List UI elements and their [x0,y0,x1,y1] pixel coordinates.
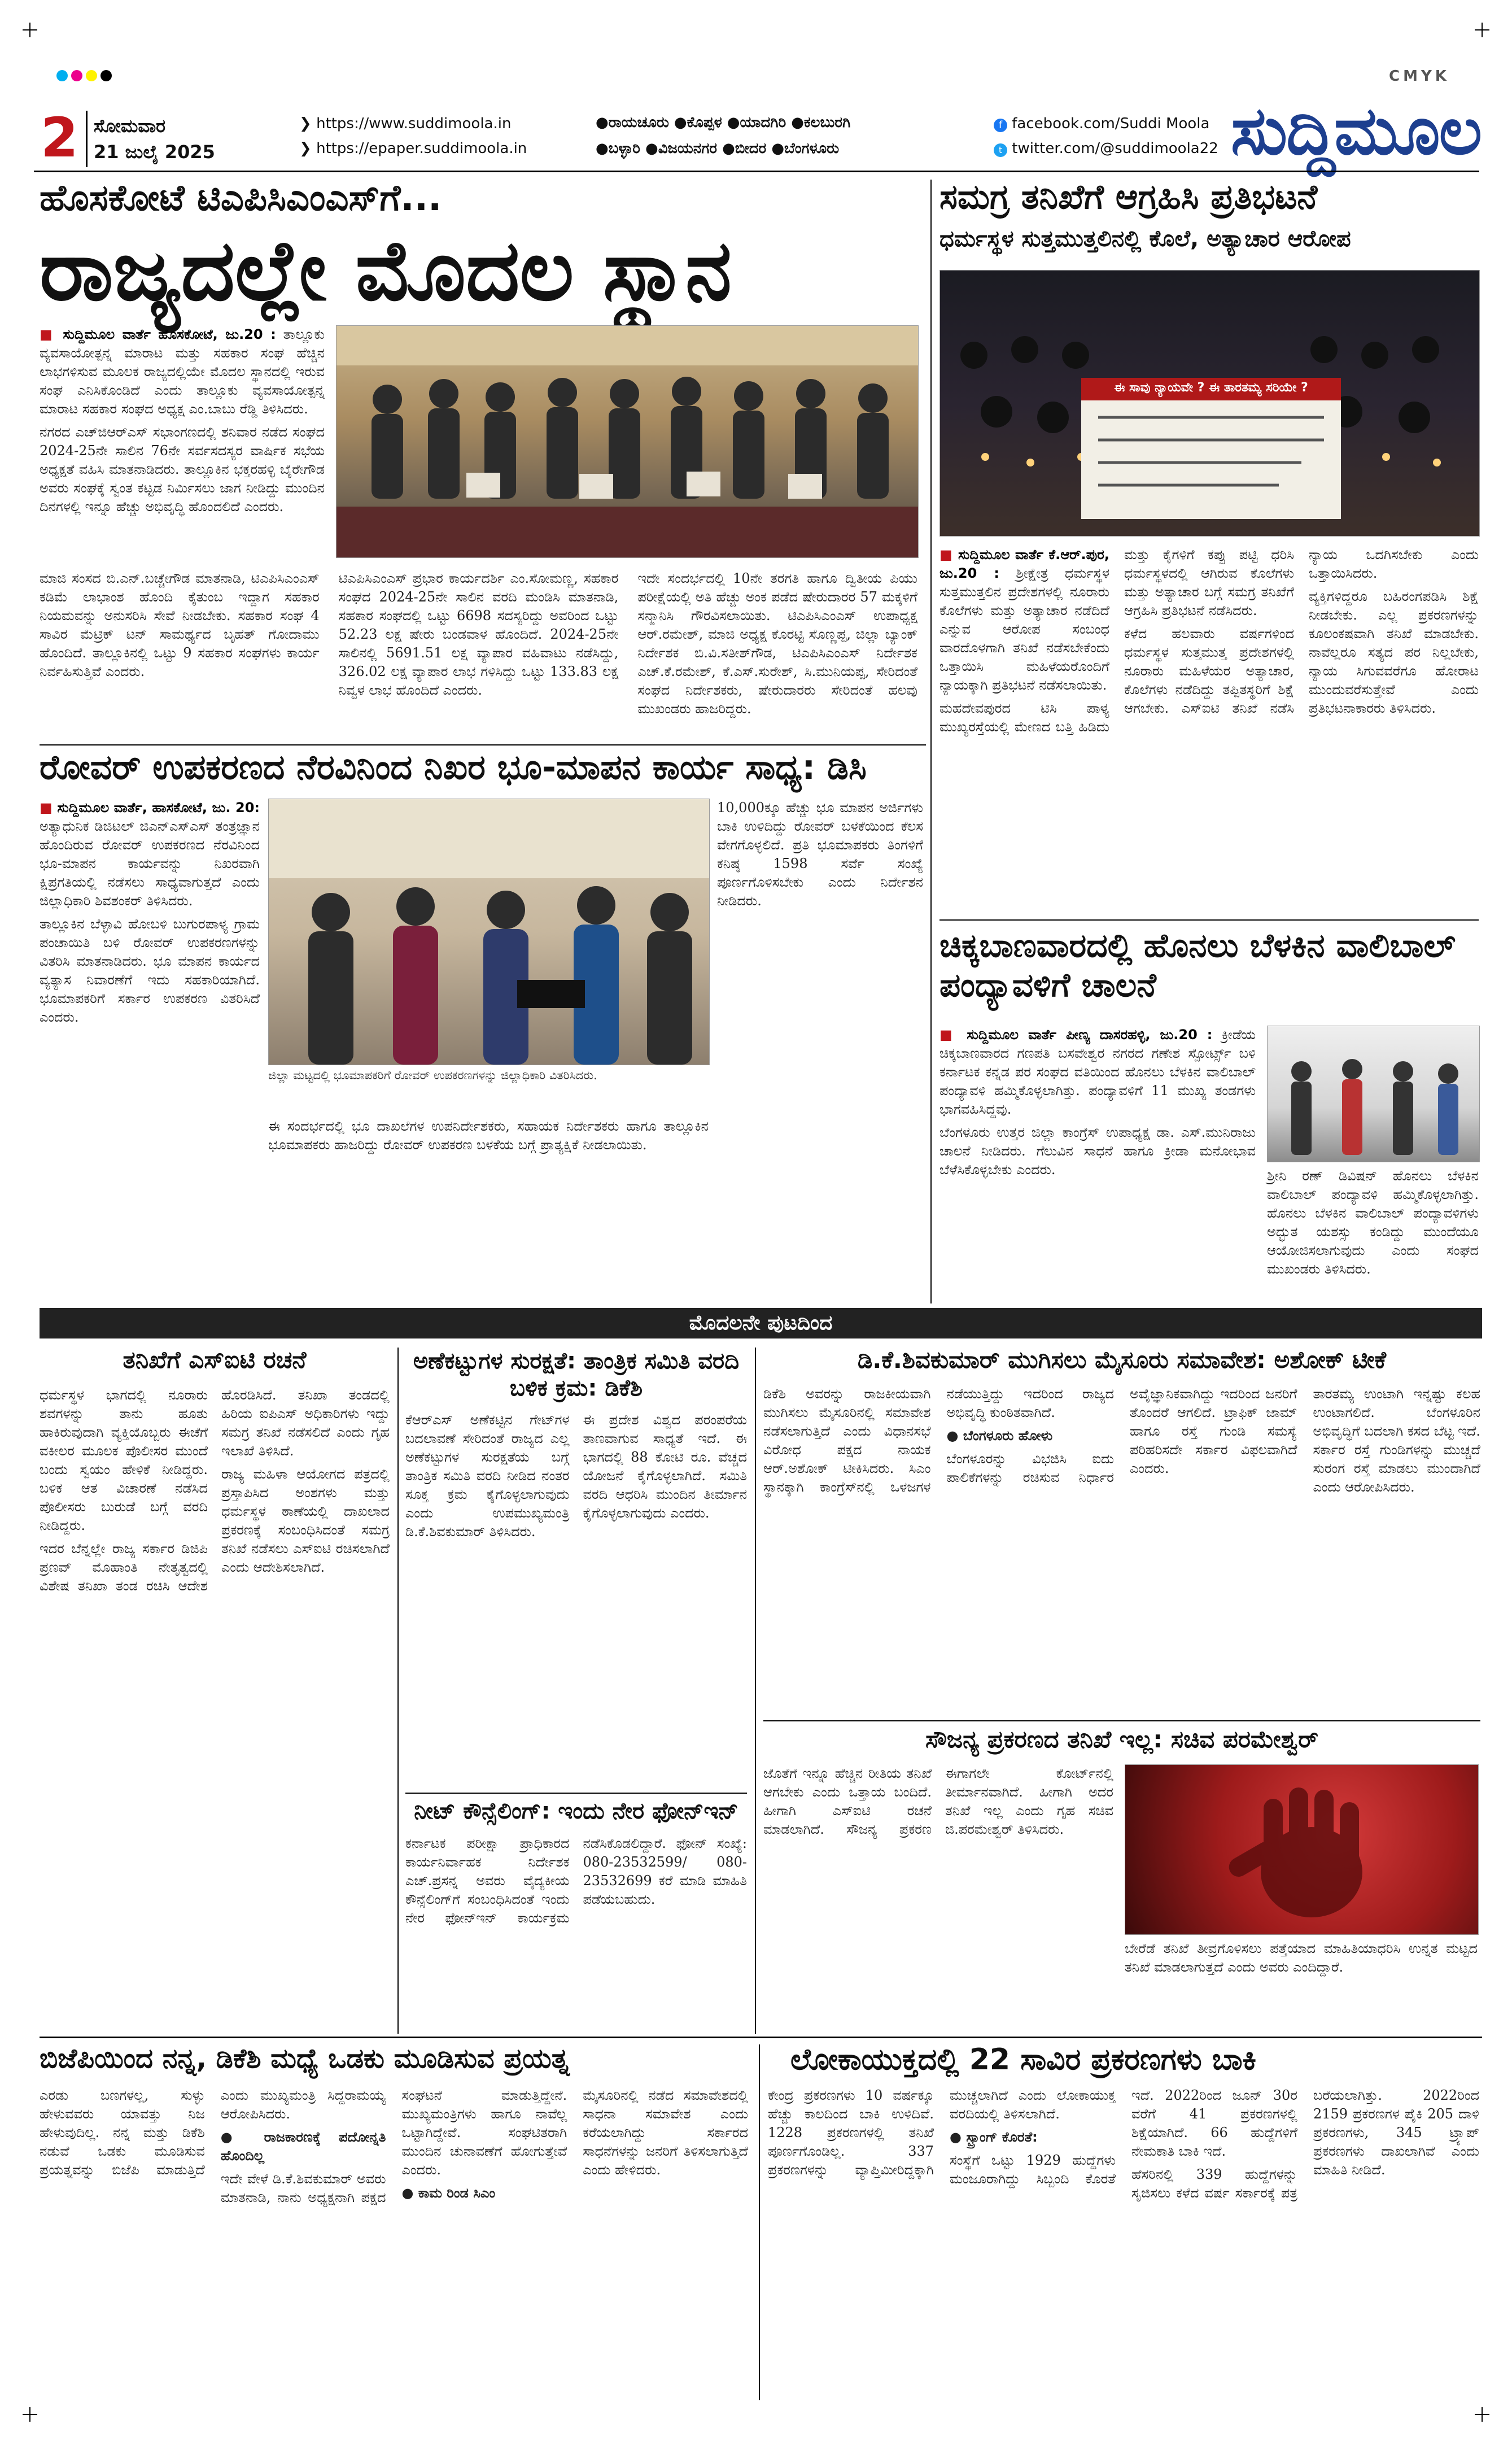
color-dots [56,70,112,84]
article-paragraph: ತಾಲ್ಲೂಕಿನ ಬೆಳ್ಳಾವಿ ಹೋಬಳಿ ಬುಗುರಪಾಳ್ಯ ಗ್ರಾಮ ಪಂಚಾಯಿತಿ ಬಳಿ ರೋವರ್ ಉಪಕರಣಗಳನ್ನು ವಿತರಿಸಿ ಮಾತನಾಡಿದರು. ಭೂ ಮಾಪನ ಕಾರ್ಯದ ವ್ಯತ್ಯಾಸ ನಿವಾರಣೆಗೆ ಇದು ಸಹಕಾರಿಯಾಗಿದೆ. ಭೂಮಾಪಕರಿಗೆ ಸರ್ಕಾರ ಉಪಕರಣ ವಿತರಿಸಿದೆ ಎಂದರು. [40,916,260,1025]
article-subhead: ಧರ್ಮಸ್ಥಳ ಸುತ್ತಮುತ್ತಲಿನಲ್ಲಿ ಕೊಲೆ, ಅತ್ಯಾಚಾರ ಆರೋಪ [939,226,1351,252]
players-silhouettes [1268,1026,1479,1162]
article-paragraph: ಕರ್ನಾಟಕ ಪರೀಕ್ಷಾ ಪ್ರಾಧಿಕಾರದ ಕಾರ್ಯನಿರ್ವಾಹಕ ನಿರ್ದೇಶಕ ಎಚ್.ಪ್ರಸನ್ನ ಅವರು ವೈದ್ಯಕೀಯ ಕೌನ್ಸೆಲಿಂಗ್‌ಗೆ ಸಂಬಂಧಿಸಿದಂತೆ ಇಂದು ನೇರ ಫೋನ್‌ಇನ್ ಕಾರ್ಯಕ್ರಮ ನಡೆಸಿಕೊಡಲಿದ್ದಾರೆ. ಫೋನ್ ಸಂಖ್ಯೆ: 080-23532599/ 080-23532699 ಕರೆ ಮಾಡಿ ಮಾಹಿತಿ ಪಡೆಯಬಹುದು. [405,1835,747,1926]
article-rover [40,750,926,1303]
header-divider [86,111,88,167]
article-kicker: ಸಮಗ್ರ ತನಿಖೆಗೆ ಆಗ್ರಹಿಸಿ ಪ್ರತಿಭಟನೆ [939,180,1318,217]
article-headline: ರೋವರ್ ಉಪಕರಣದ ನೆರವಿನಿಂದ ನಿಖರ ಭೂ-ಮಾಪನ ಕಾರ್ಯ ಸಾಧ್ಯ: ಡಿಸಿ [40,750,867,787]
facebook-link[interactable]: f facebook.com/Suddi Moola [994,115,1209,132]
article-headline: ಲೋಕಾಯುಕ್ತದಲ್ಲಿ 22 ಸಾವಿರ ಪ್ರಕರಣಗಳು ಬಾಕಿ [790,2044,1256,2077]
article-paragraph: ಜೊತೆಗೆ ಇನ್ನೂ ಹೆಚ್ಚಿನ ರೀತಿಯ ತನಿಖೆ ಆಗಬೇಕು ಎಂದು ಒತ್ತಾಯ ಬಂದಿದೆ. ಹೀಗಾಗಿ ಎಸ್‌ಐಟಿ ರಚನೆ ಮಾಡಲಾಗಿದೆ. ಸೌಜನ್ಯ ಪ್ರಕರಣ ಈಗಾಗಲೇ ಕೋರ್ಟ್‌ನಲ್ಲಿ ತೀರ್ಮಾನವಾಗಿದೆ. ಹೀಗಾಗಿ ಅದರ ತನಿಖೆ ಇಲ್ಲ ಎಂದು ಗೃಹ ಸಚಿವ ಜಿ.ಪರಮೇಶ್ವರ್ ತಿಳಿಸಿದರು. [763,1765,1113,1837]
article-paragraph: ಬೇರೆಡೆ ತನಿಖೆ ತೀವ್ರಗೊಳಿಸಲು ಪತ್ತೆಯಾದ ಮಾಹಿತಿಯಾಧರಿಸಿ ಉನ್ನತ ಮಟ್ಟದ ತನಿಖೆ ಮಾಡಲಾಗುತ್ತದೆ ಎಂದು ಅವರು ಎಂದಿದ್ದಾರೆ. [1125,1941,1478,1975]
article-soujanya [763,1727,1480,2032]
article-paragraph: ಇದೇ ಸಂದರ್ಭದಲ್ಲಿ 10ನೇ ತರಗತಿ ಹಾಗೂ ದ್ವಿತೀಯ ಪಿಯು ಪರೀಕ್ಷೆಯಲ್ಲಿ ಅತಿ ಹೆಚ್ಚು ಅಂಕ ಪಡೆದ ಷೇರುದಾರರ 57 ಮಕ್ಕಳಿಗೆ ಸನ್ಮಾನಿಸಿ ಗೌರವಿಸಲಾಯಿತು. ಟಿಎಪಿಸಿಎಂಎಸ್ ಉಪಾಧ್ಯಕ್ಷ ಆರ್.ರಮೇಶ್, ಮಾಜಿ ಅಧ್ಯಕ್ಷ ಕೊರಟ್ಟಿ ಸೊಣ್ಣಪ್ಪ, ಜಿಲ್ಲಾ ಬ್ಯಾಂಕ್ ನಿರ್ದೇಶಕ ಬಿ.ವಿ.ಸತೀಶ್‌ಗೌಡ, ಟಿಎಪಿಸಿಎಂಎಸ್ ನಿರ್ದೇಶಕ ಎಚ್.ಕೆ.ರಮೇಶ್, ಕೆ.ಎಸ್.ಸುರೇಶ್, ಸಿ.ಮುನಿಯಪ್ಪ, ಸೇರಿದಂತೆ ಸಂಘದ ನಿರ್ದೇಶಕರು, ಷೇರುದಾರರು ಸೇರಿದಂತೆ ಹಲವು ಮುಖಂಡರು ಹಾಜರಿದ್ದರು. [637,570,917,717]
page-number: 2 [41,106,78,169]
photo-caption: ಜಿಲ್ಲಾ ಮಟ್ಟದಲ್ಲಿ ಭೂಮಾಪಕರಿಗೆ ರೋವರ್ ಉಪಕರಣಗಳನ್ನು ಜಿಲ್ಲಾಧಿಕಾರಿ ವಿತರಿಸಿದರು. [268,1069,597,1082]
article-kicker: ಹೊಸಕೋಟೆ ಟಿಎಪಿಸಿಎಂಎಸ್‌ಗೆ... [40,180,442,219]
facebook-icon: f [994,119,1007,132]
column-divider [759,2044,760,2400]
chevron-right-icon: ❯ [299,140,317,157]
article-paragraph: ಇದೇ ವೇಳೆ ಡಿ.ಕೆ.ಶಿವಕುಮಾರ್ ಅವರು ಮಾತನಾಡಿ, ನಾನು ಅಧ್ಯಕ್ಷನಾಗಿ ಪಕ್ಷದ ಸಂಘಟನೆ ಮಾಡುತ್ತಿದ್ದೇನೆ. ಮುಖ್ಯಮಂತ್ರಿಗಳು ಹಾಗೂ ನಾವೆಲ್ಲ ಒಟ್ಟಾಗಿದ್ದೇವೆ. ಸಂಘಟಿತರಾಗಿ ಮುಂದಿನ ಚುನಾವಣೆಗೆ ಹೋಗುತ್ತೇವೆ ಎಂದರು. [220,2087,567,2205]
article-paragraph: ಬೆಂಗಳೂರು ಉತ್ತರ ಜಿಲ್ಲಾ ಕಾಂಗ್ರೆಸ್ ಉಪಾಧ್ಯಕ್ಷ ಡಾ. ಎಸ್.ಮುನಿರಾಜು ಚಾಲನೆ ನೀಡಿದರು. ಗೆಲುವಿನ ಸಾಧನೆ ಹಾಗೂ ಕ್ರೀಡಾ ಮನೋಭಾವ ಬೆಳೆಸಿಕೊಳ್ಳಬೇಕು ಎಂದರು. [939,1124,1256,1178]
article-headline: ಸೌಜನ್ಯ ಪ್ರಕರಣದ ತನಿಖೆ ಇಲ್ಲ: ಸಚಿವ ಪರಮೇಶ್ವರ್ [925,1727,1319,1753]
header-rule [34,171,1479,172]
column-divider [930,180,932,1303]
registration-mark [1475,2407,1489,2422]
article-cm [40,2044,751,2400]
article-paragraph: ತಾಲ್ಲೂಕು ವ್ಯವಸಾಯೋತ್ಪನ್ನ ಮಾರಾಟ ಮತ್ತು ಸಹಕಾರ ಸಂಘ ಹೆಚ್ಚಿನ ಲಾಭಗಳಿಸುವ ಮೂಲಕ ರಾಜ್ಯದಲ್ಲಿಯೇ ಮೊದಲ ಸ್ಥಾನದಲ್ಲಿ ಇರುವ ಸಂಘ ಎನಿಸಿಕೊಂಡಿದೆ ಎಂದು ತಾಲ್ಲೂಕು ವ್ಯವಸಾಯೋತ್ಪನ್ನ ಮಾರಾಟ ಸಹಕಾರ ಸಂಘದ ಅಧ್ಯಕ್ಷ ಎಂ.ಬಾಬು ರೆಡ್ಡಿ ತಿಳಿಸಿದರು. [40,326,325,417]
article-headline: ತನಿಖೆಗೆ ಎಸ್‌ಐಟಿ ರಚನೆ [123,1348,307,1374]
masthead-logo: ಸುದ್ದಿಮೂಲ [1231,91,1482,169]
article-paragraph: ರಾಜ್ಯ ಮಹಿಳಾ ಆಯೋಗದ ಪತ್ರದಲ್ಲಿ ಪ್ರಸ್ತಾಪಿಸಿದ ಅಂಶಗಳು ಮತ್ತು ಧರ್ಮಸ್ಥಳ ಠಾಣೆಯಲ್ಲಿ ದಾಖಲಾದ ಪ್ರಕರಣಕ್ಕೆ ಸಂಬಂಧಿಸಿದಂತೆ ಸಮಗ್ರ ತನಿಖೆ ನಡೆಸಲು ಎಸ್‌ಐಟಿ ರಚಿಸಲಾಗಿದೆ ಎಂದು ಆದೇಶಿಸಲಾಗಿದೆ. [221,1466,390,1575]
twitter-link[interactable]: t twitter.com/@suddimoola22 [994,140,1218,157]
article-volleyball [939,926,1482,1305]
article-paragraph: ಎರಡು ಬಣಗಳಲ್ಲ, ಸುಳ್ಳು ಹೇಳುವವರು ಯಾವತ್ತು ನಿಜ ಹೇಳುವುದಿಲ್ಲ. ನನ್ನ ಮತ್ತು ಡಿಕೆಶಿ ನಡುವೆ ಒಡಕು ಮೂಡಿಸುವ ಪ್ರಯತ್ನವನ್ನು ಬಿಜೆಪಿ ಮಾಡುತ್ತಿದೆ ಎಂದು ಮುಖ್ಯಮಂತ್ರಿ ಸಿದ್ದರಾಮಯ್ಯ ಆರೋಪಿಸಿದರು. [40,2087,386,2178]
protest-banner-text: ಈ ಸಾವು ನ್ಯಾಯವೇ ? ಈ ತಾರತಮ್ಯ ಸರಿಯೇ ? [1114,381,1308,395]
article-paragraph: ಕ್ರೀಡೆಯ ಚಿಕ್ಕಬಾಣವಾರದ ಗಣಪತಿ ಬಸವೇಶ್ವರ ನಗರದ ಗಣೇಶ ಸ್ಪೋರ್ಟ್ಸ್ ಬಳಿ ಕರ್ನಾಟಕ ಕನ್ನಡ ಪರ ಸಂಘದ ವತಿಯಿಂದ ಹೊನಲು ಬೆಳಕಿನ ವಾಲಿಬಾಲ್ ಪಂದ್ಯಾವಳಿ ಹಮ್ಮಿಕೊಳ್ಳಲಾಗಿತ್ತು. ಪಂದ್ಯಾವಳಿಗೆ 11 ಮುಖ್ಯ ತಂಡಗಳು ಭಾಗವಹಿಸಿದ್ದವು. [939,1027,1256,1117]
award-ceremony-photo [336,325,919,558]
article-paragraph: ಮೈಸೂರಿನಲ್ಲಿ ನಡೆದ ಸಮಾವೇಶದಲ್ಲಿ ಸಾಧನಾ ಸಮಾವೇಶ ಎಂದು ಕರೆಯಲಾಗಿದ್ದು ಸರ್ಕಾರದ ಸಾಧನೆಗಳನ್ನು ಜನರಿಗೆ ತಿಳಿಸಲಾಗುತ್ತಿದೆ ಎಂದು ಹೇಳಿದರು. [583,2087,748,2178]
registration-mark [1475,23,1489,37]
article-paragraph: ನಗರದ ಎಚ್‌ಜಿಆರ್‌ಎಸ್ ಸಭಾಂಗಣದಲ್ಲಿ ಶನಿವಾರ ನಡೆದ ಸಂಘದ 2024-25ನೇ ಸಾಲಿನ 76ನೇ ಸರ್ವಸದಸ್ಯರ ವಾರ್ಷಿಕ ಸಭೆಯ ಅಧ್ಯಕ್ಷತೆ ವಹಿಸಿ ಮಾತನಾಡಿದರು. ತಾಲ್ಲೂಕಿನ ಭಕ್ತರಹಳ್ಳಿ ಬೈರೇಗೌಡ ಅವರು ಸಂಘಕ್ಕೆ ಸ್ವಂತ ಕಟ್ಟಡ ನಿರ್ಮಿಸಲು ಜಾಗ ನೀಡಿದ್ದು ಮುಂದಿನ ದಿನಗಳಲ್ಲಿ ಇನ್ನೂ ಹೆಚ್ಚು ಅಭಿವೃದ್ಧಿ ಹೊಂದಲಿದೆ ಎಂದರು. [40,424,325,515]
rover-distribution-photo [268,799,710,1065]
protest-photo [939,270,1480,537]
article-paragraph: ಧರ್ಮಸ್ಥಳ ಭಾಗದಲ್ಲಿ ನೂರಾರು ಶವಗಳನ್ನು ತಾನು ಹೂತು ಹಾಕಿರುವುದಾಗಿ ವ್ಯಕ್ತಿಯೊಬ್ಬರು ಈಚೆಗೆ ವಕೀಲರ ಮೂಲಕ ಪೊಲೀಸರ ಮುಂದೆ ಬಂದು ಸ್ವಯಂ ಹೇಳಿಕೆ ನೀಡಿದ್ದರು. ಬಳಿಕ ಆತ ವಿಚಾರಣೆ ನಡೆಸಿದ ಪೊಲೀಸರು ಬುರುಡೆ ಬಗ್ಗೆ ವರದಿ ನೀಡಿದ್ದರು. [40,1387,208,1533]
article-paragraph: ಡಿಕೆಶಿ ಅವರನ್ನು ರಾಜಕೀಯವಾಗಿ ಮುಗಿಸಲು ಮೈಸೂರಿನಲ್ಲಿ ಸಮಾವೇಶ ನಡೆಸಲಾಗುತ್ತಿದೆ ಎಂದು ವಿಧಾನಸಭೆ ವಿರೋಧ ಪಕ್ಷದ ನಾಯಕ ಆರ್.ಅಶೋಕ್ ಟೀಕಿಸಿದರು. ಸಿಎಂ ಸ್ಥಾನಕ್ಕಾಗಿ ಕಾಂಗ್ರೆಸ್‌ನಲ್ಲಿ ಒಳಜಗಳ ನಡೆಯುತ್ತಿದ್ದು ಇದರಿಂದ ರಾಜ್ಯದ ಅಭಿವೃದ್ಧಿ ಕುಂಠಿತವಾಗಿದೆ. [763,1386,1114,1495]
chevron-right-icon: ❯ [299,115,317,132]
article-paragraph: ಕೇಂದ್ರ ಪ್ರಕರಣಗಳು 10 ವರ್ಷಕ್ಕೂ ಹೆಚ್ಚು ಕಾಲದಿಂದ ಬಾಕಿ ಉಳಿದಿವೆ. 1228 ಪ್ರಕರಣಗಳಲ್ಲಿ ತನಿಖೆ ಪೂರ್ಣಗೊಂಡಿಲ್ಲ. 337 ಪ್ರಕರಣಗಳನ್ನು ವ್ಯಾಪ್ತಿಮೀರಿದ್ದಕ್ಕಾಗಿ ಮುಚ್ಚಲಾಗಿದೆ ಎಂದು ಲೋಕಾಯುಕ್ತ ವರದಿಯಲ್ಲಿ ತಿಳಿಸಲಾಗಿದೆ. [768,2087,1116,2178]
article-paragraph: ತಾರತಮ್ಯ ಉಂಟಾಗಿ ಇನ್ನಷ್ಟು ಕಲಹ ಉಂಟಾಗಲಿದೆ. ಬೆಂಗಳೂರಿನ ಅಭಿವೃದ್ಧಿಗೆ ಬದಲಾಗಿ ಕಸದ ಬೆಟ್ಟ ಇದೆ. ಸರ್ಕಾರ ರಸ್ತೆ ಗುಂಡಿಗಳನ್ನು ಮುಚ್ಚದೆ ಸುರಂಗ ರಸ್ತೆ ಮಾಡಲು ಮುಂದಾಗಿದೆ ಎಂದು ಆರೋಪಿಸಿದರು. [1313,1386,1480,1495]
article-paragraph: ಅತ್ಯಾಧುನಿಕ ಡಿಜಿಟಲ್ ಜಿಎನ್‌ಎಸ್‌ಎಸ್ ತಂತ್ರಜ್ಞಾನ ಹೊಂದಿರುವ ರೋವರ್ ಉಪಕರಣದ ನೆರವಿನಿಂದ ಭೂ-ಮಾಪನ ಕಾರ್ಯವನ್ನು ನಿಖರವಾಗಿ ಕ್ಷಿಪ್ರಗತಿಯಲ್ಲಿ ನಡೆಸಲು ಸಾಧ್ಯವಾಗುತ್ತದೆ ಎಂದು ಜಿಲ್ಲಾಧಿಕಾರಿ ಶಿವಶಂಕರ್ ತಿಳಿಸಿದರು. [40,818,260,909]
article-paragraph: ಟಿಎಪಿಸಿಎಂಎಸ್ ಪ್ರಭಾರ ಕಾರ್ಯದರ್ಶಿ ಎಂ.ಸೋಮಣ್ಣ, ಸಹಕಾರ ಸಂಘದ 2024-25ನೇ ಸಾಲಿನ ವರದಿ ಮಂಡಿಸಿ ಮಾತನಾಡಿ, ಸಹಕಾರ ಸಂಘದಲ್ಲಿ ಒಟ್ಟು 6698 ಸದಸ್ಯರಿದ್ದು ಅವರಿಂದ ಒಟ್ಟು 52.23 ಲಕ್ಷ ಷೇರು ಬಂಡವಾಳ ಹೊಂದಿದೆ. 2024-25ನೇ ಸಾಲಿನಲ್ಲಿ 5691.51 ಲಕ್ಷ ವ್ಯಾಪಾರ ವಹಿವಾಟು ನಡೆಸಿದ್ದು, 326.02 ಲಕ್ಷ ವ್ಯಾಪಾರ ಲಾಭ ಗಳಿಸಿದ್ದು ಒಟ್ಟು 133.83 ಲಕ್ಷ ನಿವ್ವಳ ಲಾಭ ಹೊಂದಿದೆ ಎಂದರು. [338,570,619,698]
article-subhead: ● ಸ್ಟ್ರಾಂಗ್ ಕೊರತೆ: [950,2129,1038,2145]
article-dateline: ■ ಸುದ್ದಿಮೂಲ ವಾರ್ತೆ, ಹಾಸಕೋಟೆ, ಜು. 20: [40,800,260,816]
officials-silhouettes [269,799,709,1065]
handprint-illustration [1125,1764,1479,1935]
article-headline: ರಾಜ್ಯದಲ್ಲೇ ಮೊದಲ ಸ್ಥಾನ [40,222,732,319]
section-band-label: ಮೊದಲನೇ ಪುಟದಿಂದ [689,1311,833,1335]
article-dateline: ■ ಸುದ್ದಿಮೂಲ ವಾರ್ತೆ ಕೆ.ಆರ್.ಪುರ, ಜು.20 : [939,547,1109,581]
article-paragraph: ಕಳೆದ ಹಲವಾರು ವರ್ಷಗಳಿಂದ ಧರ್ಮಸ್ಥಳ ಸುತ್ತಮುತ್ತ ಪ್ರದೇಶಗಳಲ್ಲಿ ನೂರಾರು ಮಹಿಳೆಯರ ಅತ್ಯಾಚಾರ, ಕೊಲೆಗಳು ನಡೆದಿದ್ದು ತಪ್ಪಿತಸ್ಥರಿಗೆ ಶಿಕ್ಷೆ ಆಗಬೇಕು. ಎಸ್‌ಐಟಿ ತನಿಖೆ ನಡೆಸಿ ನ್ಯಾಯ ಒದಗಿಸಬೇಕು ಎಂದು ಒತ್ತಾಯಿಸಿದರು. [1124,547,1479,716]
article-ashok [763,1348,1480,1715]
district-list-1: ●ರಾಯಚೂರು ●ಕೊಪ್ಪಳ ●ಯಾದಗಿರಿ ●ಕಲಬುರಗಿ [596,114,851,131]
article-dams [405,1348,747,1788]
article-headline: ಬಿಜೆಪಿಯಿಂದ ನನ್ನ, ಡಿಕೆಶಿ ಮಧ್ಯೆ ಒಡಕು ಮೂಡಿಸುವ ಪ್ರಯತ್ನ [40,2044,570,2074]
article-paragraph: ಮಾಜಿ ಸಂಸದ ಬಿ.ಎನ್.ಬಚ್ಚೇಗೌಡ ಮಾತನಾಡಿ, ಟಿಎಪಿಸಿಎಂಎಸ್ ಕಡಿಮೆ ಲಾಭಾಂಶ ಹೊಂದಿ ಕೈತುಂಬ ಇದ್ದಾಗ ಸಹಕಾರ ನಿಯಮವನ್ನು ಅನುಸರಿಸಿ ಸೇವೆ ನೀಡಬೇಕು. ಸಹಕಾರ ಸಂಘ 4 ಸಾವಿರ ಮೆಟ್ರಿಕ್ ಟನ್ ಸಾಮರ್ಥ್ಯದ ಬೃಹತ್ ಗೋದಾಮು ಹೊಂದಿದೆ. ತಾಲ್ಲೂಕಿನಲ್ಲಿ ಒಟ್ಟು 9 ಸಹಕಾರ ಸಂಘಗಳು ಕಾರ್ಯ ನಿರ್ವಹಿಸುತ್ತಿವೆ ಎಂದರು. [40,570,320,679]
article-neet [405,1799,747,2031]
section-rule [405,1793,747,1794]
article-paragraph: ಮಹದೇವಪುರದ ಟಿಸಿ ಪಾಳ್ಯ ಮುಖ್ಯರಸ್ತೆಯಲ್ಲಿ ಮೇಣದ ಬತ್ತಿ ಹಿಡಿದು ಮತ್ತು ಕೈಗಳಿಗೆ ಕಪ್ಪು ಪಟ್ಟಿ ಧರಿಸಿ ಧರ್ಮಸ್ಥಳದಲ್ಲಿ ಆಗಿರುವ ಕೊಲೆಗಳು ಮತ್ತು ಅತ್ಯಾಚಾರ ಬಗ್ಗೆ ಸಮಗ್ರ ತನಿಖೆಗೆ ಆಗ್ರಹಿಸಿ ಪ್ರತಿಭಟನೆ ನಡೆಸಿದರು. [939,547,1294,735]
article-paragraph: ಹೆಸರಿನಲ್ಲಿ 339 ಹುದ್ದೆಗಳನ್ನು ಸೃಜಿಸಲು ಕಳೆದ ವರ್ಷ ಸರ್ಕಾರಕ್ಕೆ ಪತ್ರ ಬರೆಯಲಾಗಿತ್ತು. 2022ರಿಂದ 2159 ಪ್ರಕರಣಗಳ ಪೈಕಿ 205 ದಾಳಿ ಪ್ರಕರಣಗಳು, 345 ಟ್ರ್ಯಾಪ್ ಪ್ರಕರಣಗಳು ದಾಖಲಾಗಿವೆ ಎಂದು ಮಾಹಿತಿ ನೀಡಿದೆ. [1131,2087,1479,2201]
article-paragraph: ವ್ಯಕ್ತಿಗಳಿದ್ದರೂ ಬಹಿರಂಗಪಡಿಸಿ ಶಿಕ್ಷೆ ನೀಡಬೇಕು. ಎಲ್ಲ ಪ್ರಕರಣಗಳನ್ನು ಕೂಲಂಕಷವಾಗಿ ತನಿಖೆ ಮಾಡಬೇಕು. ನಾವೆಲ್ಲರೂ ಸತ್ಯದ ಪರ ನಿಲ್ಲಬೇಕು, ನ್ಯಾಯ ಸಿಗುವವರೆಗೂ ಹೋರಾಟ ಮುಂದುವರೆಸುತ್ತೇವೆ ಎಂದು ಪ್ರತಿಭಟನಾಕಾರರು ತಿಳಿಸಿದರು. [1309,588,1479,716]
article-headline: ಡಿ.ಕೆ.ಶಿವಕುಮಾರ್ ಮುಗಿಸಲು ಮೈಸೂರು ಸಮಾವೇಶ: ಅಶೋಕ್ ಟೀಕೆ [857,1348,1387,1374]
article-lokayukta [768,2044,1480,2400]
column-divider [397,1348,399,2034]
article-protest [939,180,1482,948]
article-paragraph: ಇದರ ಬೆನ್ನಲ್ಲೇ ರಾಜ್ಯ ಸರ್ಕಾರ ಡಿಜಿಪಿ ಪ್ರಣವ್ ಮೊಹಾಂತಿ ನೇತೃತ್ವದಲ್ಲಿ ವಿಶೇಷ ತನಿಖಾ ತಂಡ ರಚಿಸಿ ಆದೇಶ ಹೊರಡಿಸಿದೆ. ತನಿಖಾ ತಂಡದಲ್ಲಿ ಹಿರಿಯ ಐಪಿಎಸ್ ಅಧಿಕಾರಿಗಳು ಇದ್ದು ಸಮಗ್ರ ತನಿಖೆ ನಡೆಸಲಿದೆ ಎಂದು ಗೃಹ ಇಲಾಖೆ ತಿಳಿಸಿದೆ. [40,1387,390,1594]
article-paragraph: ಬೆಂಗಳೂರನ್ನು ವಿಭಜಿಸಿ ಐದು ಪಾಲಿಕೆಗಳನ್ನು ರಚಿಸುವ ನಿರ್ಧಾರ ಅವೈಜ್ಞಾನಿಕವಾಗಿದ್ದು ಇದರಿಂದ ಜನರಿಗೆ ತೊಂದರೆ ಆಗಲಿದೆ. ಟ್ರಾಫಿಕ್ ಜಾಮ್ ಹಾಗೂ ರಸ್ತೆ ಗುಂಡಿ ಸಮಸ್ಯೆ ಪರಿಹರಿಸದೇ ಸರ್ಕಾರ ವಿಫಲವಾಗಿದೆ ಎಂದರು. [946,1386,1297,1485]
section-rule [763,1720,1480,1721]
section-band [40,1308,1482,1338]
article-tapcms [40,180,920,767]
registration-mark [23,23,37,37]
people-silhouettes [337,326,918,557]
article-subhead: ● ಬೆಂಗಳೂರು ಹೋಳು [946,1428,1053,1444]
candle-protesters [940,271,1479,536]
district-list-2: ●ಬಳ್ಳಾರಿ ●ವಿಜಯನಗರ ●ಬೀದರ ●ಬೆಂಗಳೂರು [596,140,840,157]
section-rule [40,2037,1482,2038]
article-paragraph: ಸಂಸ್ಥೆಗೆ ಒಟ್ಟು 1929 ಹುದ್ದೆಗಳು ಮಂಜೂರಾಗಿದ್ದು ಸಿಬ್ಬಂದಿ ಕೊರತೆ ಇದೆ. 2022ರಿಂದ ಜೂನ್ 30ರ ವರೆಗೆ 41 ಪ್ರಕರಣಗಳಲ್ಲಿ ಶಿಕ್ಷೆಯಾಗಿದೆ. 66 ಹುದ್ದೆಗಳಿಗೆ ನೇಮಕಾತಿ ಬಾಕಿ ಇದೆ. [950,2087,1297,2187]
cmyk-label: CMYK [1389,68,1450,85]
column-divider [755,1348,756,2034]
article-paragraph: 10,000ಕ್ಕೂ ಹೆಚ್ಚು ಭೂ ಮಾಪನ ಅರ್ಜಿಗಳು ಬಾಕಿ ಉಳಿದಿದ್ದು ರೋವರ್ ಬಳಕೆಯಿಂದ ಕೆಲಸ ವೇಗಗೊಳ್ಳಲಿದೆ. ಪ್ರತಿ ಭೂಮಾಪಕರು ತಿಂಗಳಿಗೆ ಕನಿಷ್ಠ 1598 ಸರ್ವೆ ಸಂಖ್ಯೆ ಪೂರ್ಣಗೊಳಿಸಬೇಕು ಎಂದು ನಿರ್ದೇಶನ ನೀಡಿದರು. [717,800,923,909]
article-paragraph: ಶ್ರೀಕ್ಷೇತ್ರ ಧರ್ಮಸ್ಥಳ ಸುತ್ತಮುತ್ತಲಿನ ಪ್ರದೇಶಗಳಲ್ಲಿ ನೂರಾರು ಕೊಲೆಗಳು ಮತ್ತು ಅತ್ಯಾಚಾರ ನಡೆದಿದೆ ಎನ್ನುವ ಆರೋಪ ಸಂಬಂಧ ವಾರದೊಳಗಾಗಿ ತನಿಖೆ ನಡೆಸಬೇಕೆಂದು ಒತ್ತಾಯಿಸಿ ಮಹಿಳೆಯರೊಂದಿಗೆ ನ್ಯಾಯಕ್ಕಾಗಿ ಪ್ರತಿಭಟನೆ ನಡೆಸಲಾಯಿತು. [939,565,1109,693]
article-paragraph: ಈ ಸಂದರ್ಭದಲ್ಲಿ ಭೂ ದಾಖಲೆಗಳ ಉಪನಿರ್ದೇಶಕರು, ಸಹಾಯಕ ನಿರ್ದೇಶಕರು ಹಾಗೂ ತಾಲ್ಲೂಕಿನ ಭೂಮಾಪಕರು ಹಾಜರಿದ್ದು ರೋವರ್ ಉಪಕರಣ ಬಳಕೆಯ ಬಗ್ಗೆ ಪ್ರಾತ್ಯಕ್ಷಿಕೆ ನೀಡಲಾಯಿತು. [268,1118,709,1153]
epaper-link[interactable]: ❯ https://epaper.suddimoola.in [299,140,527,157]
section-rule [40,744,926,745]
article-sit [40,1348,390,2031]
volleyball-photo [1267,1026,1480,1162]
article-headline: ನೀಟ್ ಕೌನ್ಸೆಲಿಂಗ್: ಇಂದು ನೇರ ಫೋನ್‌ಇನ್ [414,1799,738,1824]
article-subhead: ● ರಾಜಕಾರಣಕ್ಕೆ ಪದೋನ್ನತಿ ಹೊಂದಿಲ್ಲ [220,2129,386,2164]
article-paragraph: ಕೆಆರ್‌ಎಸ್ ಅಣೆಕಟ್ಟಿನ ಗೇಟ್‌ಗಳ ಬದಲಾವಣೆ ಸೇರಿದಂತೆ ರಾಜ್ಯದ ಎಲ್ಲ ಅಣೆಕಟ್ಟುಗಳ ಸುರಕ್ಷತೆಯ ಬಗ್ಗೆ ತಾಂತ್ರಿಕ ಸಮಿತಿ ವರದಿ ನೀಡಿದ ನಂತರ ಸೂಕ್ತ ಕ್ರಮ ಕೈಗೊಳ್ಳಲಾಗುವುದು ಎಂದು ಉಪಮುಖ್ಯಮಂತ್ರಿ ಡಿ.ಕೆ.ಶಿವಕುಮಾರ್ ತಿಳಿಸಿದರು. [405,1412,570,1540]
article-dateline: ■ ಸುದ್ದಿಮೂಲ ವಾರ್ತೆ ಹೊಸಕೋಟೆ, ಜು.20 : [40,326,276,342]
website-link[interactable]: ❯ https://www.suddimoola.in [299,115,512,132]
hand-icon [1125,1765,1478,1934]
day-label: ಸೋಮವಾರ [94,115,166,137]
section-rule [939,919,1479,921]
article-paragraph: ಶ್ರೀನಿ ರಣ್ ಡಿವಿಷನ್ ಹೊನಲು ಬೆಳಕಿನ ವಾಲಿಬಾಲ್ ಪಂದ್ಯಾವಳಿ ಹಮ್ಮಿಕೊಳ್ಳಲಾಗಿತ್ತು. ಹೊನಲು ಬೆಳಕಿನ ವಾಲಿಬಾಲ್ ಪಂದ್ಯಾವಳಿಗಳು ಅದ್ಭುತ ಯಶಸ್ಸು ಕಂಡಿದ್ದು ಮುಂದೆಯೂ ಆಯೋಜಿಸಲಾಗುವುದು ಎಂದು ಸಂಘದ ಮುಖಂಡರು ತಿಳಿಸಿದರು. [1267,1168,1479,1277]
registration-mark [23,2407,37,2422]
date-label: 21 ಜುಲೈ 2025 [94,141,215,163]
article-headline: ಅಣೆಕಟ್ಟುಗಳ ಸುರಕ್ಷತೆ: ತಾಂತ್ರಿಕ ಸಮಿತಿ ವರದಿ ಬಳಿಕ ಕ್ರಮ: ಡಿಕೆಶಿ [413,1348,740,1401]
twitter-icon: t [994,143,1007,157]
article-headline: ಚಿಕ್ಕಬಾಣವಾರದಲ್ಲಿ ಹೊನಲು ಬೆಳಕಿನ ವಾಲಿಬಾಲ್ ಪಂದ್ಯಾವಳಿಗೆ ಚಾಲನೆ [939,926,1456,1004]
article-dateline: ■ ಸುದ್ದಿಮೂಲ ವಾರ್ತೆ ಪೀಣ್ಯ ದಾಸರಹಳ್ಳಿ, ಜು.20 : [939,1027,1212,1043]
article-subhead: ● ಕಾಮ ರಿಂಡ ಸಿಎಂ [401,2185,495,2201]
article-paragraph: ಈ ಪ್ರದೇಶ ವಿಶ್ವದ ಪರಂಪರೆಯ ತಾಣವಾಗುವ ಸಾಧ್ಯತೆ ಇದೆ. ಈ ಭಾಗದಲ್ಲಿ 88 ಕೋಟಿ ರೂ. ವೆಚ್ಚದ ಯೋಜನೆ ಕೈಗೊಳ್ಳಲಾಗಿದೆ. ಸಮಿತಿ ವರದಿ ಆಧರಿಸಿ ಮುಂದಿನ ತೀರ್ಮಾನ ಕೈಗೊಳ್ಳಲಾಗುವುದು ಎಂದರು. [583,1412,747,1521]
